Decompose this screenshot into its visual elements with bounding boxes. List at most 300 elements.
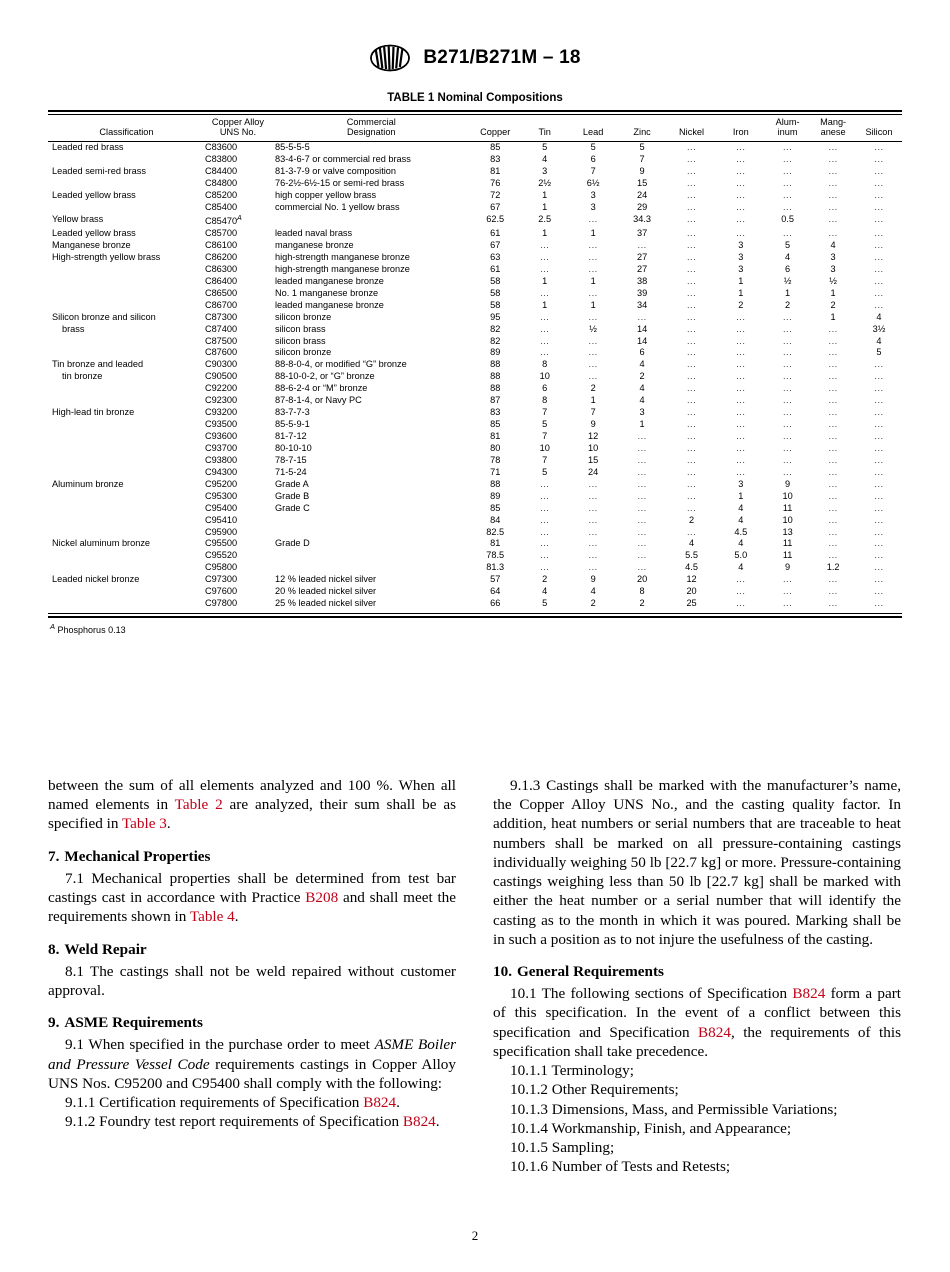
col-header-commercial-line1: Commercial [346,117,396,127]
cell-tin: 4 [542,154,548,165]
cell-aluminum: ... [783,311,793,322]
cell-lead: 1 [590,228,596,239]
link-table-4[interactable]: Table 4 [189,908,235,926]
cell-uns-number: C92200 [204,383,238,394]
col-header-aluminum [765,115,810,142]
footnote-marker: A [50,621,56,631]
cell-iron: ... [736,190,746,201]
cell-aluminum: ... [783,454,793,465]
cell-classification [48,288,203,300]
cell-uns-number: C93700 [204,442,238,453]
cell-nickel: 4.5 [685,562,698,573]
cell-commercial-designation: high-strength manganese bronze [275,251,410,262]
cell-commercial-designation: Grade D [275,538,310,549]
cell-iron: 1 [738,275,744,286]
cell-aluminum: ... [783,142,793,153]
cell-commercial-designation: 83-7-7-3 [275,407,310,418]
cell-tin: 7 [542,454,548,465]
cell-classification [48,443,203,455]
cell-silicon: ... [874,166,884,177]
para-9-1-2-text-2: . [435,1113,440,1131]
cell-copper: 58 [490,275,501,286]
cell-zinc: ... [637,466,647,477]
cell-tin: ... [540,550,550,561]
cell-nickel: ... [686,323,697,334]
cell-iron: ... [736,395,746,406]
cell-manganese: ... [828,538,838,549]
cell-lead: 2 [590,383,596,394]
cell-aluminum: ... [783,383,793,394]
section-8-number: 8. [48,940,60,958]
cell-commercial-designation: 85-5-5-5 [275,142,310,153]
paragraph-9-1-3: 9.1.3 Castings shall be marked with the manufacturer’s name, the Copper Alloy UNS No., and the casting quality factor. In addition, heat numbers or serial numbers that are traceable to heat numbers shall be marked on all pressure-containing castings individually weighing 50 lb [22.7 kg] or more. Pressure-containing castings weighing less than 50 lb [22.7 kg] shall be marked with either the heat number or a serial number that will identify the casting as to the month in which it was poured. Marking shall be in such a position as to not injure the usefulness of the casting. [493,777,901,948]
cell-lead: 10 [588,442,599,453]
cell-uns-number: C93800 [204,454,238,465]
cell-silicon: ... [874,538,884,549]
cell-classification [48,178,203,190]
para-7-1-text-2: and shall meet the requirements shown in [48,889,457,926]
table-row [48,419,902,431]
cell-classification [48,491,203,503]
col-header-uns-line2: UNS No. [219,126,257,137]
para-10-1-text-2: form a part of this specification. In the event of a conflict between this specification and Specification [493,985,902,1041]
col-header-commercial [273,115,470,142]
cell-silicon: ... [874,287,884,298]
cell-iron: 1 [738,490,744,501]
cell-nickel: ... [686,395,697,406]
cell-manganese: ... [828,526,838,537]
cell-copper: 58 [490,299,501,310]
col-header-manganese-line2: anese [820,126,846,137]
cell-uns-number: C94300 [204,466,238,477]
cell-commercial-designation [273,550,470,562]
cell-silicon: ... [874,371,884,382]
cell-nickel: ... [686,275,697,286]
cell-iron: 4 [738,538,744,549]
cell-manganese: ... [828,454,838,465]
cell-nickel: ... [686,311,697,322]
cell-zinc: ... [637,526,647,537]
cell-manganese: 1 [830,287,836,298]
cell-iron: 4.5 [734,526,748,537]
cell-nickel: 25 [686,598,697,609]
cell-iron: 3 [738,251,744,262]
cell-zinc: 8 [639,586,645,597]
cell-classification: Leaded yellow brass [52,228,136,239]
paragraph-10-1 [493,984,901,1061]
cell-silicon: ... [874,419,884,430]
cell-manganese: ... [828,502,838,513]
cell-lead: 1 [590,395,596,406]
nominal-compositions-table [48,110,902,612]
cell-nickel: ... [686,442,697,453]
cell-zinc: 20 [636,574,648,585]
cell-lead: 5 [590,142,596,153]
page-header [0,44,950,72]
cell-iron: 4 [738,514,744,525]
cell-zinc: 27 [636,263,648,274]
section-heading-10 [493,962,901,981]
cell-silicon: 5 [876,347,882,358]
link-b824-a[interactable]: B824 [363,1094,397,1112]
cell-lead: 6½ [586,178,600,189]
cell-zinc: ... [637,490,647,501]
cell-nickel: ... [686,287,697,298]
cell-manganese: 3 [830,251,836,262]
cell-manganese: ... [828,190,838,201]
cell-commercial-designation: silicon bronze [275,311,332,322]
cell-commercial-designation: Grade C [275,502,310,513]
cell-iron: 3 [738,263,744,274]
cell-copper: 76 [490,178,501,189]
cell-uns-number: C87300 [204,311,238,322]
cell-aluminum: ... [783,347,793,358]
cell-commercial-designation [273,214,470,228]
table-row [48,383,902,395]
cell-uns-number: C83600 [204,142,238,153]
cell-zinc: 4 [639,395,645,406]
cell-aluminum: 11 [782,550,793,561]
cell-uns-number: C84800 [204,178,238,189]
cell-iron: 1 [738,287,744,298]
cell-uns-number: C86500 [204,287,238,298]
cell-aluminum: ... [783,419,793,430]
cell-aluminum: 11 [782,538,793,549]
cell-manganese: ... [828,407,838,418]
cell-uns-number: C95200 [204,478,238,489]
col-header-uns [203,115,273,142]
cell-uns-number: C90300 [204,359,238,370]
list-item: 10.1.3 Dimensions, Mass, and Permissible Variations; [510,1100,838,1118]
cell-manganese: ... [828,478,838,489]
cell-uns-number: C93200 [204,407,238,418]
col-header-zinc: Zinc [618,115,667,142]
link-b824-c[interactable]: B824 [792,985,826,1003]
col-header-aluminum-line2: inum [777,126,798,137]
cell-silicon: ... [874,142,884,153]
cell-classification: Leaded semi-red brass [52,166,146,177]
cell-aluminum: ... [783,431,793,442]
cell-silicon: ... [874,598,884,609]
cell-aluminum: ... [783,371,793,382]
cell-manganese: ... [828,371,838,382]
cell-silicon: ... [874,202,884,213]
cell-iron: ... [736,154,746,165]
link-b824-d[interactable]: B824 [698,1023,731,1041]
cell-commercial-designation: Grade B [275,490,310,501]
cell-uns-number: C85200 [204,190,238,201]
cell-tin: ... [540,263,550,274]
cell-nickel: ... [686,190,697,201]
cell-tin: 10 [539,371,550,382]
cell-aluminum: 9 [785,478,791,489]
section-7-number: 7. [48,847,60,865]
cell-lead: 7 [590,166,596,177]
cell-commercial-designation: 88-8-0-4, or modified “G” bronze [275,359,407,370]
cell-classification: Leaded red brass [52,142,124,153]
cell-lead: 3 [590,202,596,213]
cell-commercial-designation: 81-3-7-9 or valve composition [275,166,397,177]
para-7-1-text-3: . [234,908,239,926]
cell-zinc: 14 [636,335,648,346]
cell-tin: 2 [542,574,548,585]
cell-zinc: 27 [636,251,648,262]
cell-manganese: ... [828,228,838,239]
link-b824-b[interactable]: B824 [402,1113,436,1131]
cell-aluminum: 6 [785,263,791,274]
cell-manganese: ... [828,323,838,334]
cell-silicon: ... [874,395,884,406]
cell-silicon: ... [874,214,884,225]
cell-aluminum: 1 [785,287,791,298]
cell-nickel: ... [686,407,697,418]
cell-classification: High-lead tin bronze [52,407,135,418]
cell-copper: 61 [490,228,501,239]
cell-tin: 7 [542,407,548,418]
cell-classification: Manganese bronze [52,240,131,251]
cell-uns-number: C95400 [204,502,238,513]
cell-manganese: ... [828,335,838,346]
cell-zinc: 4 [639,383,645,394]
cell-classification [48,154,203,166]
cell-aluminum: ... [783,154,793,165]
para-9-1-2-text-1: 9.1.2 Foundry test report requirements of Specification [65,1113,403,1131]
table-row [48,431,902,443]
table-row [48,467,902,479]
cell-commercial-designation: No. 1 manganese bronze [275,287,379,298]
cell-uns-number: C87400 [204,323,238,334]
cell-silicon: ... [874,586,884,597]
cell-uns-number: C86100 [204,240,238,251]
cell-silicon: ... [874,240,884,251]
table-bottom-rule [48,613,902,618]
table-row [48,166,902,178]
cell-commercial-designation: silicon bronze [275,347,332,358]
cell-zinc: 34.3 [633,214,652,225]
cell-lead: 12 [588,431,599,442]
cell-zinc: ... [637,562,647,573]
col-header-uns-line1: Copper Alloy [211,117,265,127]
cell-classification [48,467,203,479]
table-row [48,154,902,166]
cell-aluminum: ... [783,202,793,213]
cell-copper: 61 [490,263,501,274]
cell-aluminum: 9 [785,562,791,573]
cell-manganese: 4 [830,240,836,251]
cell-iron: ... [736,166,746,177]
cell-nickel: ... [686,263,697,274]
cell-copper: 57 [490,574,501,585]
cell-aluminum: ... [783,323,793,334]
cell-aluminum: ... [783,190,793,201]
cell-classification [48,202,203,214]
link-b208[interactable]: B208 [305,889,339,907]
cell-silicon: ... [874,263,884,274]
cell-tin: ... [540,335,550,346]
cell-manganese: 1.2 [826,562,840,573]
cell-manganese: ... [828,419,838,430]
cell-classification [48,431,203,443]
cell-silicon: ... [874,275,884,286]
cell-silicon: 4 [876,311,882,322]
cell-iron: 5.0 [734,550,748,561]
link-table-3[interactable]: Table 3 [121,815,167,833]
cell-uns-number: C92300 [204,395,238,406]
section-heading-8 [48,940,456,959]
cell-manganese: ... [828,383,838,394]
cell-copper: 82.5 [486,526,505,537]
cell-uns-number: C90500 [204,371,238,382]
cell-iron: ... [736,383,746,394]
cell-aluminum: ... [783,407,793,418]
cell-uns-number: C95800 [204,562,238,573]
cell-silicon: ... [874,178,884,189]
cell-classification [48,395,203,407]
paragraph-9-1-2 [48,1112,456,1131]
cell-zinc: ... [637,442,647,453]
cell-nickel: ... [686,431,697,442]
cell-lead: 24 [588,466,599,477]
cell-lead: ... [588,550,598,561]
cell-nickel: ... [686,202,697,213]
cell-copper: 87 [490,395,501,406]
table-row [48,407,902,419]
cell-iron: ... [736,442,746,453]
cell-iron: 3 [738,240,744,251]
cell-lead: ... [588,311,598,322]
cell-zinc: ... [637,550,647,561]
cell-manganese: ... [828,214,838,225]
cell-lead: ... [588,490,598,501]
cell-copper: 72 [490,190,501,201]
cell-silicon: ... [874,190,884,201]
cell-tin: 2.5 [538,214,552,225]
cell-tin: 8 [542,359,548,370]
cell-manganese: ... [828,178,838,189]
cell-silicon: ... [874,251,884,262]
cell-aluminum: 13 [782,526,793,537]
cell-copper: 88 [490,383,501,394]
cell-iron: ... [736,228,746,239]
cell-classification [48,264,203,276]
table-row [48,347,902,359]
cell-aluminum: ½ [783,275,792,286]
cell-manganese: ... [828,550,838,561]
cell-commercial-designation: leaded naval brass [275,228,353,239]
para-6-text-1: between the sum of all elements analyzed and 100 %. When all named elements in [48,777,456,814]
cell-aluminum: ... [783,466,793,477]
cell-nickel: ... [686,335,697,346]
page-number: 2 [471,1228,479,1243]
col-header-silicon: Silicon [856,115,902,142]
cell-copper: 58 [490,287,501,298]
cell-classification [48,455,203,467]
cell-manganese: ½ [829,275,837,286]
cell-lead: 6 [590,154,596,165]
table-row [48,359,902,371]
cell-zinc: 3 [639,407,645,418]
table-header-row [48,115,902,142]
cell-classification [48,335,203,347]
cell-iron: ... [736,431,746,442]
cell-uns-number: C87500 [204,335,238,346]
cell-copper: 85 [490,502,501,513]
section-8-title: Weld Repair [64,940,147,958]
cell-nickel: ... [686,347,697,358]
col-header-nickel: Nickel [666,115,716,142]
cell-classification [48,383,203,395]
cell-tin: ... [540,287,550,298]
cell-copper: 63 [490,251,501,262]
cell-aluminum: 10 [782,514,793,525]
table-row [48,202,902,214]
table-row [48,395,902,407]
cell-nickel: ... [686,240,697,251]
cell-nickel: 5.5 [685,550,698,561]
cell-tin: 1 [542,190,548,201]
subsection-list-10-1 [493,1061,901,1176]
cell-nickel: ... [686,251,697,262]
cell-silicon: ... [874,574,884,585]
cell-copper: 85 [490,142,501,153]
cell-commercial-designation: 88-6-2-4 or “M” bronze [275,383,368,394]
table-row [48,574,902,586]
link-table-2[interactable]: Table 2 [174,796,223,814]
cell-manganese: 1 [830,311,836,322]
cell-classification: tin bronze [62,371,103,382]
table-row [48,264,902,276]
cell-classification [48,503,203,515]
asme-code-title: ASME Boiler and Pressure Vessel Code [48,1036,456,1073]
cell-uns-number: C85400 [204,202,238,213]
cell-classification: Leaded yellow brass [52,190,136,201]
cell-silicon: ... [874,550,884,561]
table-row [48,214,902,228]
cell-zinc: 2 [639,371,645,382]
cell-zinc: ... [637,431,647,442]
cell-uns-number: C86400 [204,275,238,286]
cell-uns-number: C86200 [204,251,238,262]
cell-copper: 81.3 [486,562,505,573]
left-column [48,776,456,1196]
para-9-1-text-1: 9.1 When specified in the purchase order to meet [65,1036,375,1054]
cell-copper: 80 [490,442,501,453]
cell-aluminum: ... [783,395,793,406]
cell-copper: 89 [490,490,501,501]
cell-tin: 6 [542,383,548,394]
cell-copper: 85 [490,419,501,430]
cell-manganese: ... [828,142,838,153]
cell-copper: 78 [490,454,501,465]
cell-tin: 1 [542,228,548,239]
cell-zinc: ... [637,240,647,251]
cell-manganese: ... [828,395,838,406]
cell-zinc: 34 [636,299,648,310]
cell-aluminum: ... [783,178,793,189]
cell-copper: 83 [490,407,501,418]
section-10-number: 10. [493,962,512,980]
cell-tin: 5 [542,466,548,477]
footnote-text: Phosphorus 0.13 [57,624,126,635]
cell-copper: 88 [490,359,501,370]
cell-tin: 3 [542,166,548,177]
cell-aluminum: 0.5 [781,214,794,225]
cell-manganese: ... [828,431,838,442]
cell-lead: ... [588,214,598,225]
cell-nickel: 20 [686,586,697,597]
cell-commercial-designation: 25 % leaded nickel silver [275,598,377,609]
cell-iron: ... [736,178,746,189]
